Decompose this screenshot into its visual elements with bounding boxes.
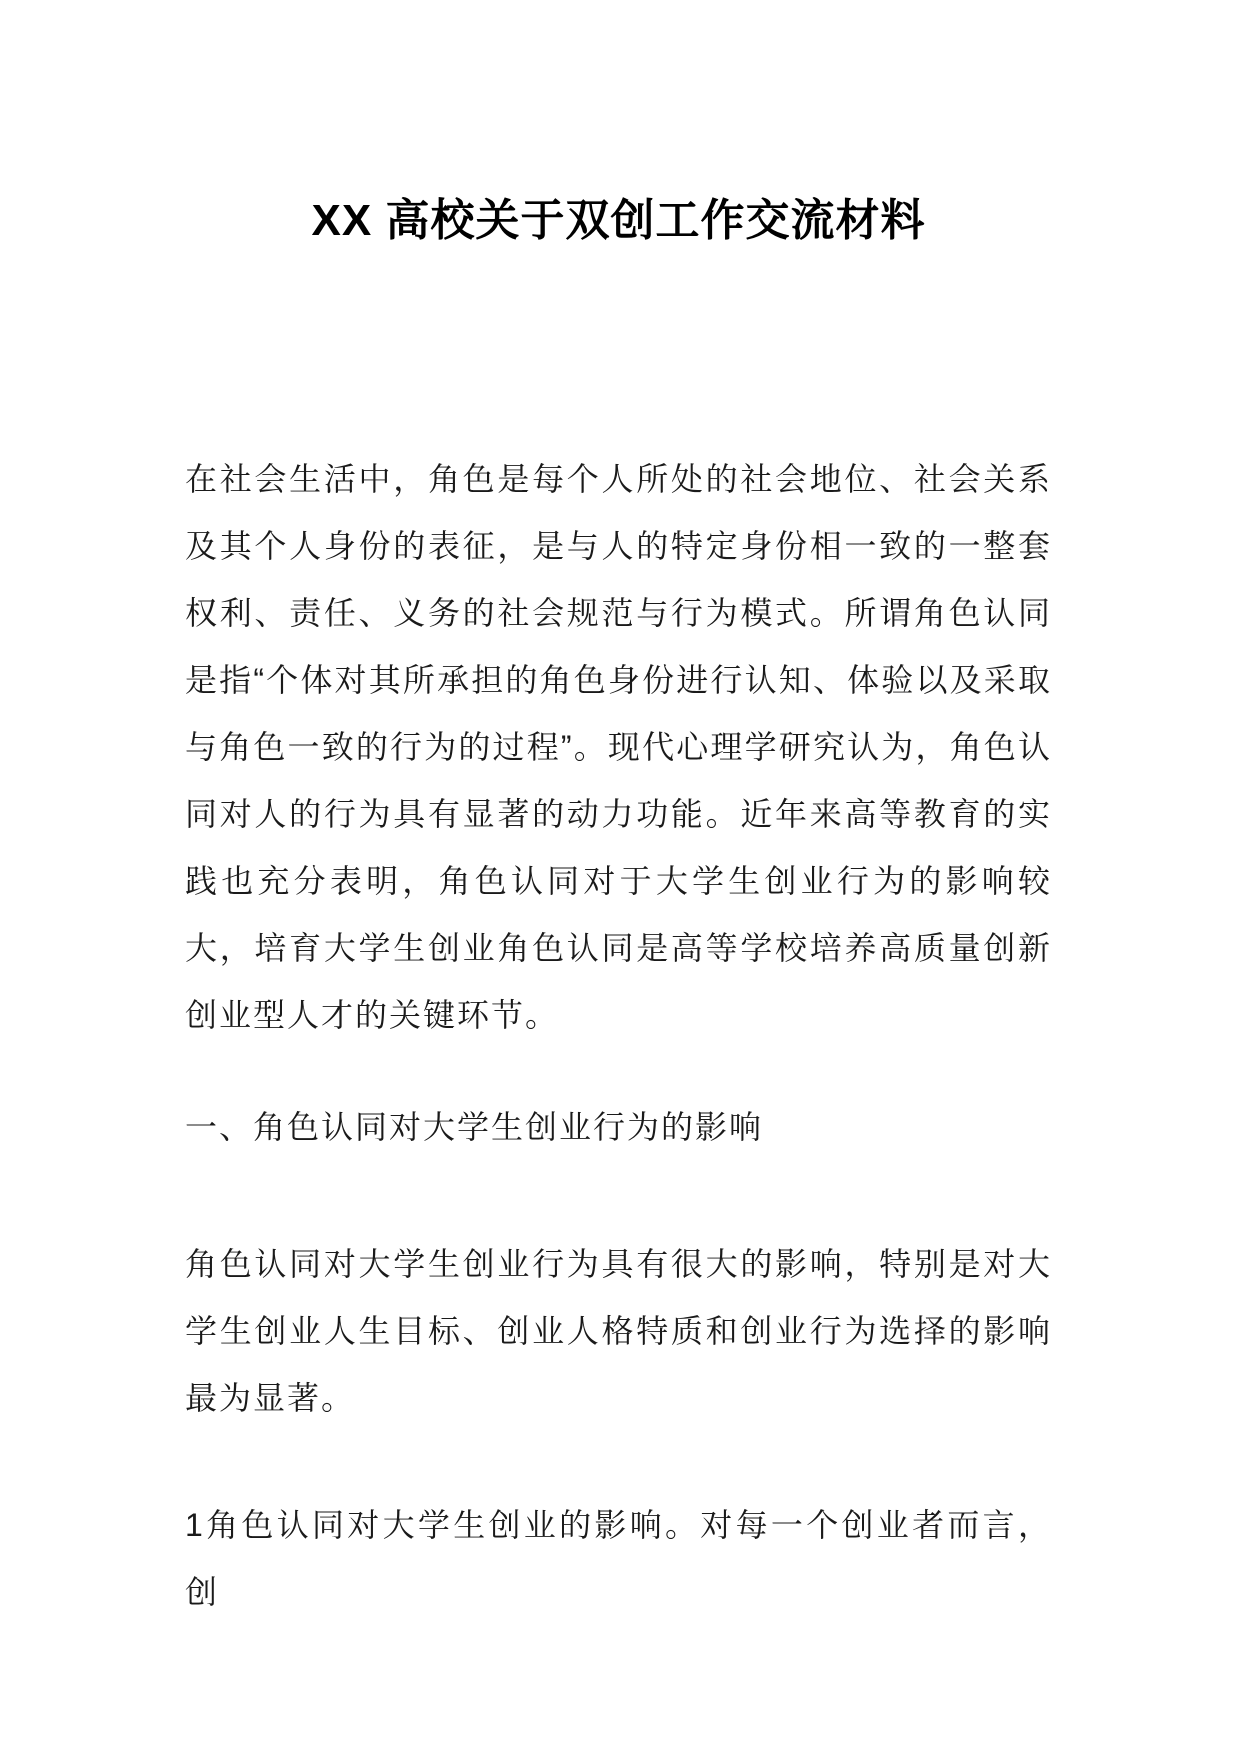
document-title: XX 高校关于双创工作交流材料 <box>311 196 926 245</box>
impact-paragraph: 角色认同对大学生创业行为具有很大的影响，特别是对大学生创业人生目标、创业人格特质和创业行为选择的影响最为显著。 <box>185 1246 1052 1416</box>
section-heading: 一、角色认同对大学生创业行为的影响 <box>185 1109 764 1145</box>
intro-paragraph: 在社会生活中，角色是每个人所处的社会地位、社会关系及其个人身份的表征，是与人的特定身份相一致的一整套权利、责任、义务的社会规范与行为模式。所谓角色认同是指“个体对其所承担的角色身份进行认知、体验以及采取与角色一致的行为的过程”。现代心理学研究认为，角色认同对人的行为具有显著的动力功能。近年来高等教育的实践也充分表明，角色认同对于大学生创业行为的影响较大，培育大学生创业角色认同是高等学校培养高质量创新创业型人才的关键环节。 <box>185 461 1052 1033</box>
point1-paragraph: 1角色认同对大学生创业的影响。对每一个创业者而言，创 <box>185 1507 1052 1610</box>
